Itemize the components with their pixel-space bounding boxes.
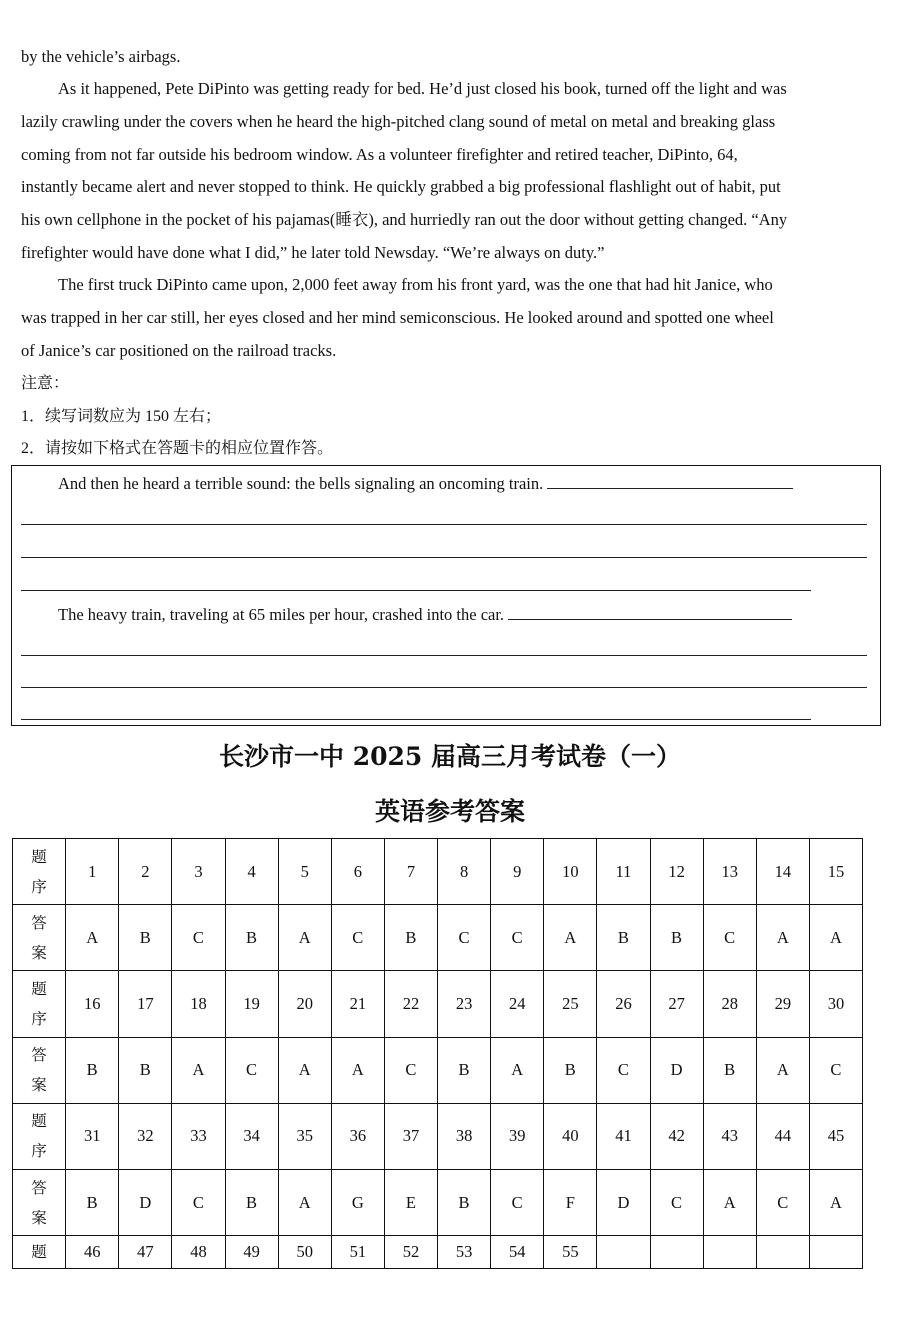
- answer-cell: C: [491, 905, 544, 971]
- answer-label-char: 案: [31, 943, 47, 962]
- answer-cell: D: [597, 1169, 650, 1235]
- answer-cell: A: [756, 1037, 809, 1103]
- question-number-cell: 43: [703, 1103, 756, 1169]
- passage-paragraph-1: [21, 73, 873, 270]
- answer-cell: A: [278, 1037, 331, 1103]
- question-number-cell: 33: [172, 1103, 225, 1169]
- answer-label-char: 答: [31, 1178, 47, 1197]
- answer-cell: B: [544, 1037, 597, 1103]
- passage-line: lazily crawling under the covers when he heard the high-pitched clang sound of metal on metal and breaking glass: [21, 111, 776, 131]
- question-number-cell: 26: [597, 971, 650, 1037]
- passage-line: The first truck DiPinto came upon, 2,000 feet away from his front yard, was the one that had hit Janice, who: [58, 275, 773, 294]
- question-number-cell: 37: [384, 1103, 437, 1169]
- question-number-header: [13, 1103, 66, 1169]
- passage-line: of Janice’s car positioned on the railroad tracks.: [21, 340, 337, 360]
- passage-paragraph-2: [21, 269, 873, 367]
- answer-line[interactable]: [21, 687, 867, 688]
- question-number-cell: 6: [331, 839, 384, 905]
- answer-cell: D: [119, 1169, 172, 1235]
- instruction-item: 2．请按如下格式在答题卡的相应位置作答。: [21, 440, 334, 457]
- passage-line: his own cellphone in the pocket of his pajamas(睡衣), and hurriedly ran out the door without getting changed. “Any: [21, 210, 788, 230]
- answer-row: [13, 1169, 863, 1235]
- question-number-cell: 27: [650, 971, 703, 1037]
- question-number-label-char: 题: [31, 847, 47, 866]
- answer-blank[interactable]: [547, 474, 793, 489]
- question-number-label-char: 题: [31, 979, 47, 998]
- question-number-cell: 30: [809, 971, 862, 1037]
- question-number-row: [13, 971, 863, 1037]
- question-number-cell: 44: [756, 1103, 809, 1169]
- question-number-header: 题: [13, 1236, 66, 1269]
- question-number-cell: 46: [66, 1236, 119, 1269]
- question-number-row: [13, 1103, 863, 1169]
- question-number-cell: 21: [331, 971, 384, 1037]
- question-number-cell: 38: [438, 1103, 491, 1169]
- answer-blank[interactable]: [508, 605, 792, 620]
- answer-cell: G: [331, 1169, 384, 1235]
- answer-cell: A: [278, 1169, 331, 1235]
- question-number-cell: 45: [809, 1103, 862, 1169]
- question-number-cell: 8: [438, 839, 491, 905]
- passage-line: was trapped in her car still, her eyes closed and her mind semiconscious. He looked around and spotted one wheel: [21, 307, 774, 327]
- question-number-label-char: 序: [31, 1142, 47, 1161]
- answer-cell: A: [809, 905, 862, 971]
- answer-cell: C: [384, 1037, 437, 1103]
- question-number-cell: 2: [119, 839, 172, 905]
- question-number-cell: 32: [119, 1103, 172, 1169]
- answer-header: [13, 1169, 66, 1235]
- answer-cell: F: [544, 1169, 597, 1235]
- question-number-cell: 53: [438, 1236, 491, 1269]
- question-number-cell: 12: [650, 839, 703, 905]
- question-number-cell: 19: [225, 971, 278, 1037]
- answer-line[interactable]: [21, 557, 867, 558]
- answer-cell: B: [119, 1037, 172, 1103]
- answer-key-title: 英语参考答案: [374, 797, 525, 826]
- question-number-cell: 51: [331, 1236, 384, 1269]
- question-number-cell: [809, 1236, 862, 1269]
- continuation-prompt-1: And then he heard a terrible sound: the bells signaling an oncoming train.: [58, 474, 793, 494]
- question-number-cell: 52: [384, 1236, 437, 1269]
- question-number-cell: 50: [278, 1236, 331, 1269]
- answer-cell: B: [225, 1169, 278, 1235]
- answer-line[interactable]: [21, 719, 811, 720]
- answer-cell: C: [809, 1037, 862, 1103]
- answer-row: [13, 905, 863, 971]
- question-number-cell: 20: [278, 971, 331, 1037]
- passage-line: coming from not far outside his bedroom window. As a volunteer firefighter and retired teacher, DiPinto, 64,: [21, 144, 738, 164]
- answer-cell: B: [703, 1037, 756, 1103]
- answer-cell: A: [278, 905, 331, 971]
- answer-cell: D: [650, 1037, 703, 1103]
- answer-cell: C: [491, 1169, 544, 1235]
- answer-line[interactable]: [21, 655, 867, 656]
- question-number-cell: 11: [597, 839, 650, 905]
- question-number-header: [13, 971, 66, 1037]
- question-number-cell: 35: [278, 1103, 331, 1169]
- question-number-cell: 3: [172, 839, 225, 905]
- question-number-cell: 55: [544, 1236, 597, 1269]
- answer-cell: A: [809, 1169, 862, 1235]
- answer-row: [13, 1037, 863, 1103]
- answer-cell: C: [172, 1169, 225, 1235]
- question-number-cell: 18: [172, 971, 225, 1037]
- answer-cell: C: [225, 1037, 278, 1103]
- passage-line: firefighter would have done what I did,” he later told Newsday. “We’re always on duty.”: [21, 242, 605, 262]
- question-number-cell: 40: [544, 1103, 597, 1169]
- question-number-cell: 23: [438, 971, 491, 1037]
- answer-cell: B: [66, 1037, 119, 1103]
- question-number-cell: 13: [703, 839, 756, 905]
- answer-cell: C: [650, 1169, 703, 1235]
- question-number-cell: 22: [384, 971, 437, 1037]
- writing-answer-box: [11, 465, 881, 726]
- passage-paragraph-0: [21, 41, 873, 74]
- question-number-cell: 7: [384, 839, 437, 905]
- answer-label-char: 案: [31, 1076, 47, 1095]
- question-number-row: [13, 839, 863, 905]
- question-number-cell: 49: [225, 1236, 278, 1269]
- answer-header: [13, 1037, 66, 1103]
- answer-cell: A: [172, 1037, 225, 1103]
- question-number-label-char: 序: [31, 877, 47, 896]
- instruction-item: 1．续写词数应为 150 左右；: [21, 407, 222, 425]
- answer-line[interactable]: [21, 590, 811, 591]
- answer-cell: B: [650, 905, 703, 971]
- question-number-cell: 25: [544, 971, 597, 1037]
- question-number-cell: 34: [225, 1103, 278, 1169]
- question-number-cell: 29: [756, 971, 809, 1037]
- passage-line: by the vehicle’s airbags.: [21, 47, 181, 66]
- answer-cell: C: [756, 1169, 809, 1235]
- question-number-cell: 5: [278, 839, 331, 905]
- answer-cell: A: [544, 905, 597, 971]
- answer-cell: B: [438, 1037, 491, 1103]
- answer-label-char: 案: [31, 1208, 47, 1227]
- answer-cell: C: [438, 905, 491, 971]
- question-number-cell: 36: [331, 1103, 384, 1169]
- question-number-label-char: 题: [31, 1112, 47, 1131]
- answer-cell: A: [756, 905, 809, 971]
- answer-cell: C: [331, 905, 384, 971]
- question-number-cell: 4: [225, 839, 278, 905]
- question-number-cell: [703, 1236, 756, 1269]
- question-number-cell: 24: [491, 971, 544, 1037]
- answer-cell: B: [438, 1169, 491, 1235]
- answer-key-table: [12, 838, 863, 1269]
- answer-line[interactable]: [21, 524, 867, 525]
- question-number-cell: 10: [544, 839, 597, 905]
- question-number-cell: 14: [756, 839, 809, 905]
- question-number-cell: 47: [119, 1236, 172, 1269]
- question-number-cell: 31: [66, 1103, 119, 1169]
- answer-cell: C: [172, 905, 225, 971]
- answer-cell: E: [384, 1169, 437, 1235]
- answer-cell: A: [331, 1037, 384, 1103]
- question-number-header: [13, 839, 66, 905]
- answer-cell: C: [703, 905, 756, 971]
- answer-cell: B: [225, 905, 278, 971]
- question-number-cell: 15: [809, 839, 862, 905]
- question-number-cell: 48: [172, 1236, 225, 1269]
- answer-cell: B: [384, 905, 437, 971]
- answer-cell: A: [703, 1169, 756, 1235]
- question-number-label-char: 序: [31, 1009, 47, 1028]
- answer-cell: A: [491, 1037, 544, 1103]
- instructions: [21, 368, 721, 466]
- answer-header: [13, 905, 66, 971]
- answer-cell: B: [66, 1169, 119, 1235]
- passage-line: As it happened, Pete DiPinto was getting ready for bed. He’d just closed his book, turned off the light and was: [58, 79, 787, 98]
- question-number-cell: [650, 1236, 703, 1269]
- continuation-prompt-2: The heavy train, traveling at 65 miles per hour, crashed into the car.: [58, 605, 792, 625]
- question-number-cell: 1: [66, 839, 119, 905]
- instructions-heading: 注意：: [21, 375, 70, 392]
- passage-line: instantly became alert and never stopped to think. He quickly grabbed a big professional flashlight out of habit, put: [21, 177, 781, 197]
- question-number-cell: 16: [66, 971, 119, 1037]
- answer-cell: B: [119, 905, 172, 971]
- answer-cell: B: [597, 905, 650, 971]
- answer-cell: C: [597, 1037, 650, 1103]
- question-number-cell: 54: [491, 1236, 544, 1269]
- exam-title: 长沙市一中 2025 届高三月考试卷（一）: [219, 742, 681, 771]
- answer-label-char: 答: [31, 913, 47, 932]
- question-number-cell: [597, 1236, 650, 1269]
- answer-label-char: 答: [31, 1046, 47, 1065]
- question-number-cell: 17: [119, 971, 172, 1037]
- question-number-cell: [756, 1236, 809, 1269]
- question-number-cell: 28: [703, 971, 756, 1037]
- question-number-cell: 41: [597, 1103, 650, 1169]
- question-number-cell: 42: [650, 1103, 703, 1169]
- question-number-cell: 9: [491, 839, 544, 905]
- question-number-row: [13, 1236, 863, 1269]
- question-number-cell: 39: [491, 1103, 544, 1169]
- answer-cell: A: [66, 905, 119, 971]
